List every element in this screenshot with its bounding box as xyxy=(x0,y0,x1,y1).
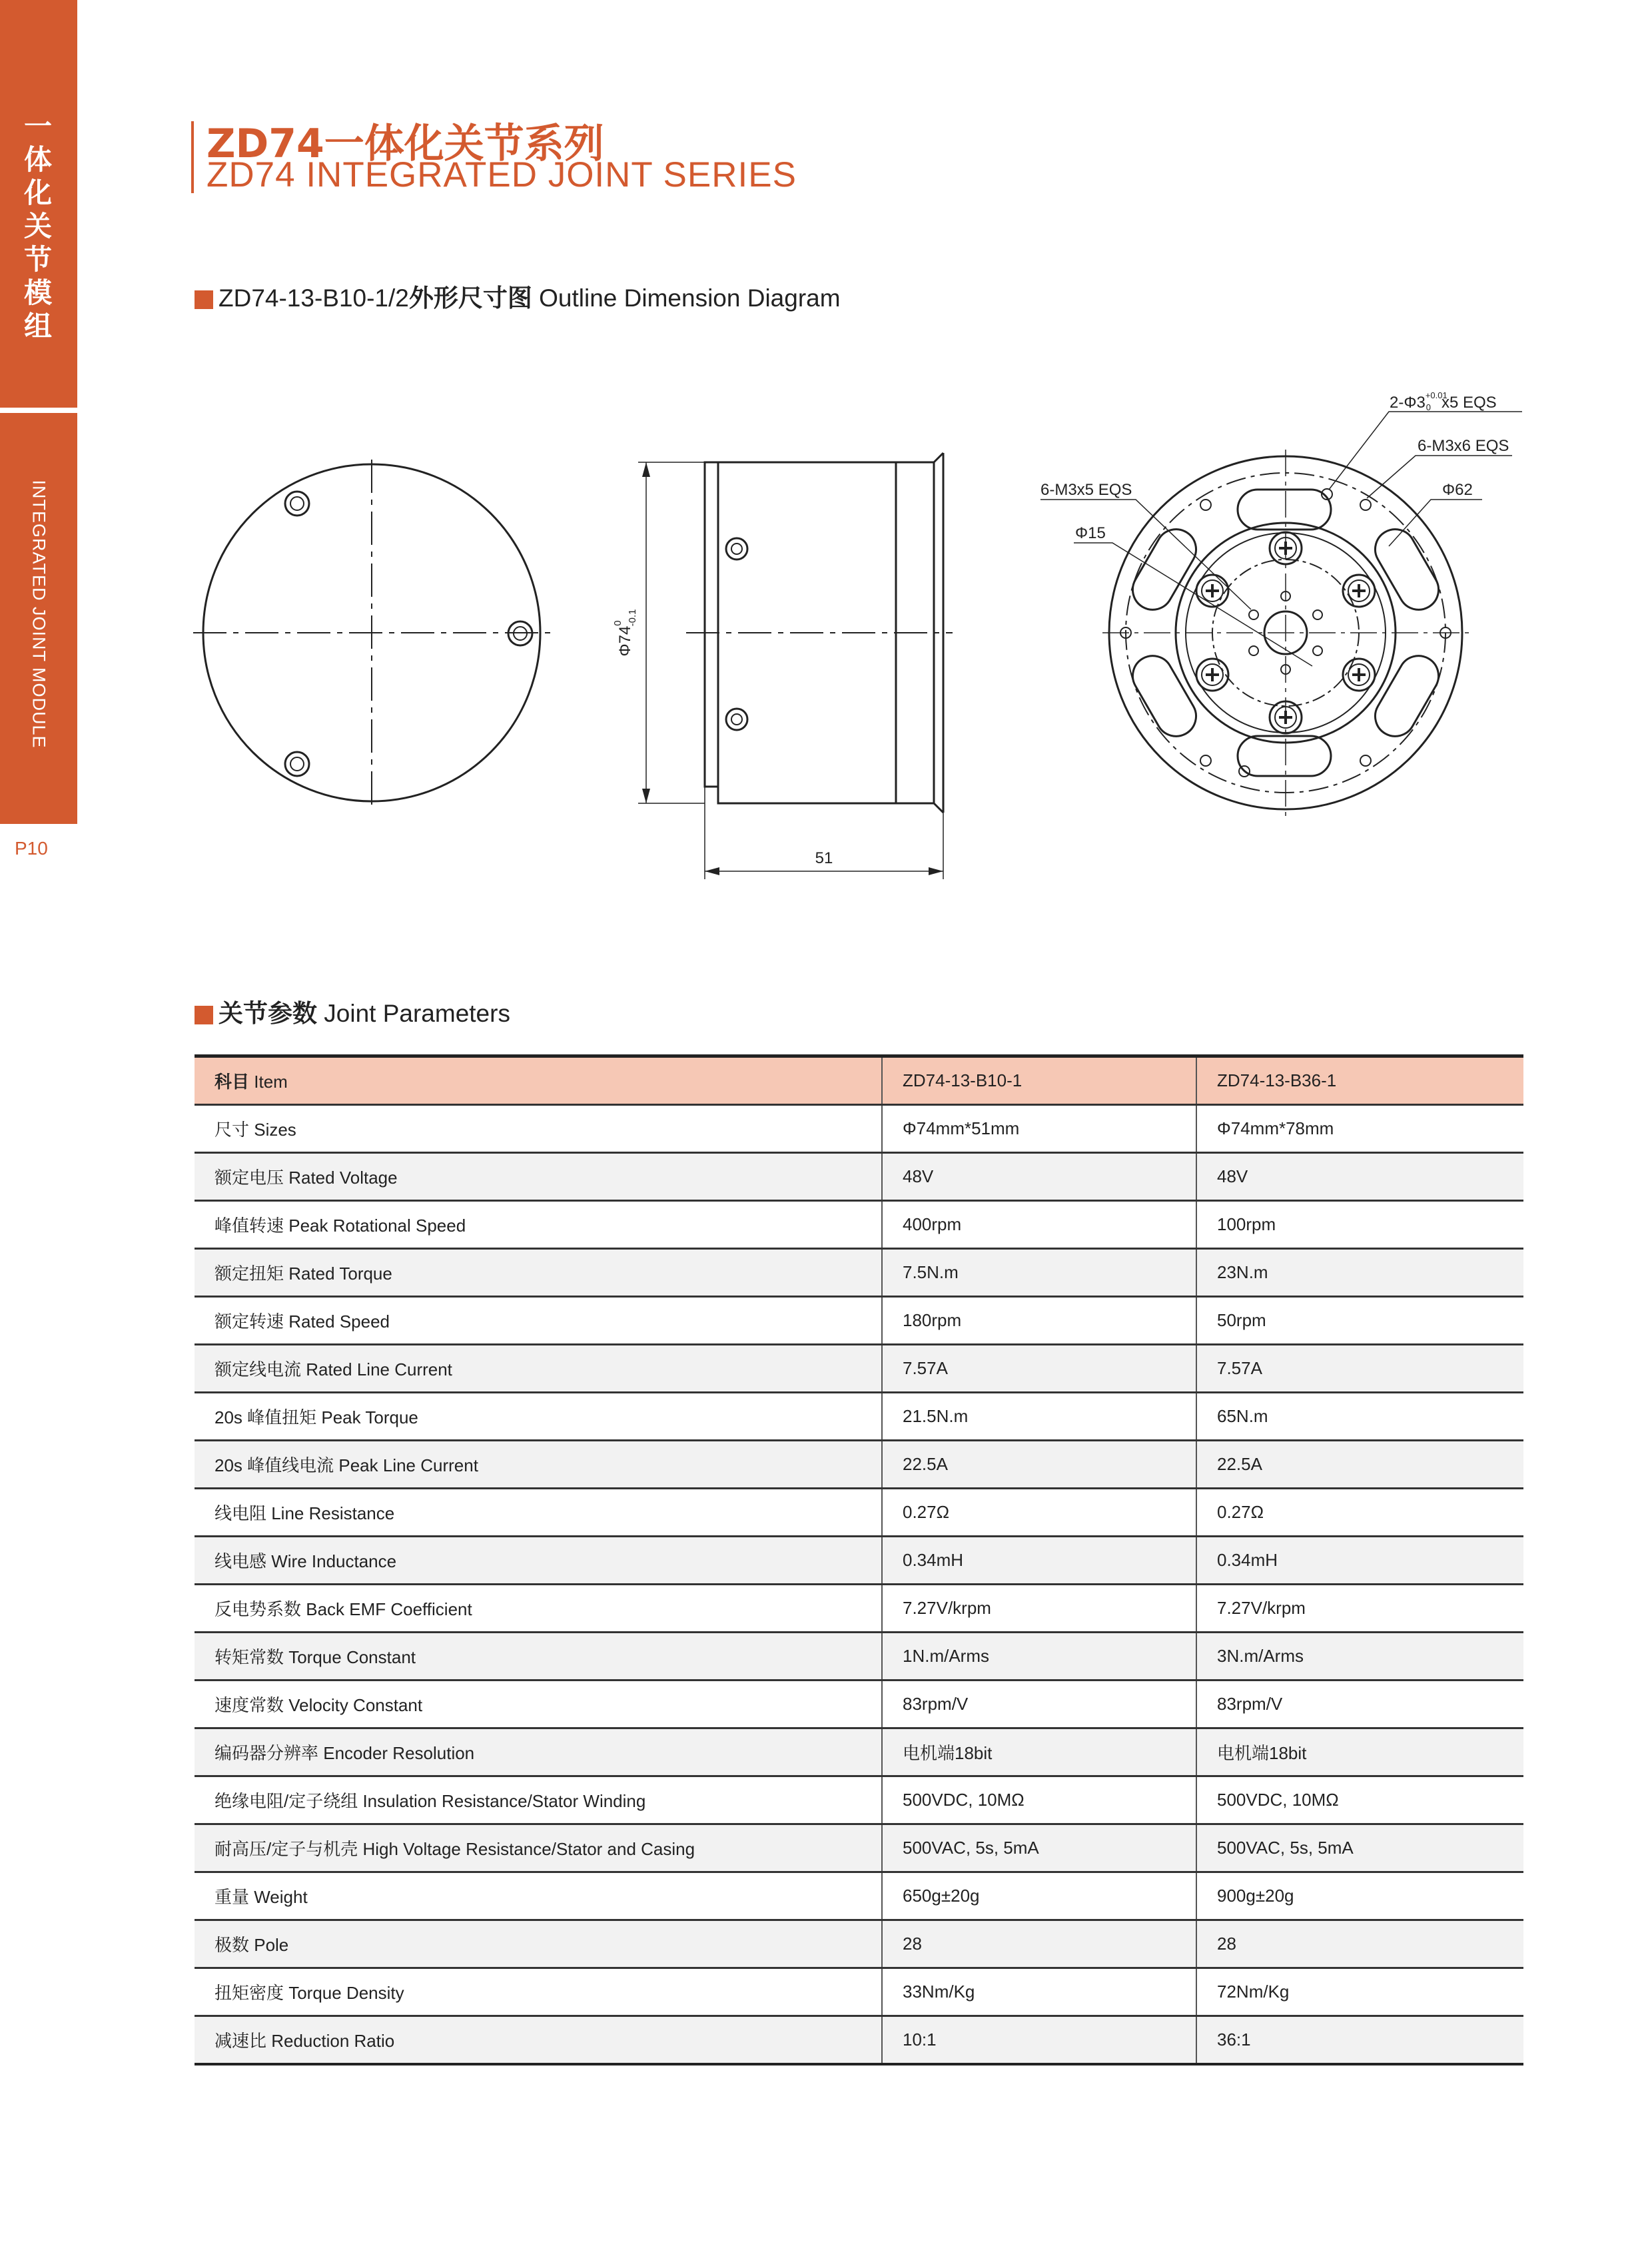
table-row xyxy=(195,1728,1523,1776)
outline-heading-cn: 外形尺寸图 xyxy=(408,284,532,312)
param-value-b: 900g±20g xyxy=(1196,1872,1523,1920)
table-row xyxy=(195,1968,1523,2016)
side-view xyxy=(638,453,953,879)
table-row xyxy=(195,1105,1523,1153)
param-label: 反电势系数 Back EMF Coefficient xyxy=(195,1585,882,1633)
header-item: 科目 Item xyxy=(195,1056,882,1105)
dim-diameter-label: $\Phi 74^0$ -0.1 xyxy=(612,609,638,657)
param-value-b: 22.5A xyxy=(1196,1441,1523,1489)
param-value-b: 36:1 xyxy=(1196,2016,1523,2065)
dim-dia-arrow-bottom xyxy=(642,789,650,803)
table-row xyxy=(195,1681,1523,1728)
outline-heading-model: ZD74-13-B10-1/2 xyxy=(218,284,409,312)
param-value-a: 7.5N.m xyxy=(882,1249,1196,1297)
dim-pin-holes-label: $2-\Phi 3^{+0.01}$ 0 x5 EQS xyxy=(1390,390,1497,412)
param-value-b: 500VAC, 5s, 5mA xyxy=(1196,1824,1523,1872)
param-value-a: 83rpm/V xyxy=(882,1681,1196,1728)
page-title-en: ZD74 INTEGRATED JOINT SERIES xyxy=(206,155,797,194)
table-row xyxy=(195,1153,1523,1201)
param-value-a: 28 xyxy=(882,1920,1196,1968)
params-heading-en: Joint Parameters xyxy=(324,1000,510,1027)
table-row xyxy=(195,1872,1523,1920)
side-flange-left xyxy=(705,462,718,787)
param-value-a: 0.27Ω xyxy=(882,1489,1196,1537)
param-label: 扭矩密度 Torque Density xyxy=(195,1968,882,2016)
rear-screw-6 xyxy=(1196,575,1228,607)
param-value-b: 3N.m/Arms xyxy=(1196,1633,1523,1681)
page-number: P10 xyxy=(15,838,48,859)
param-value-a: 650g±20g xyxy=(882,1872,1196,1920)
param-value-b: 7.57A xyxy=(1196,1345,1523,1393)
side-screw-lower xyxy=(726,709,747,730)
param-label: 峰值转速 Peak Rotational Speed xyxy=(195,1201,882,1249)
param-label: 极数 Pole xyxy=(195,1920,882,1968)
table-row xyxy=(195,2016,1523,2065)
param-value-a: 22.5A xyxy=(882,1441,1196,1489)
dim-dia-arrow-top xyxy=(642,462,650,477)
param-label: 20s 峰值线电流 Peak Line Current xyxy=(195,1441,882,1489)
param-label: 速度常数 Velocity Constant xyxy=(195,1681,882,1728)
leader-m3x6 xyxy=(1367,456,1512,498)
params-heading-cn: 关节参数 xyxy=(218,999,317,1028)
param-value-a: 电机端18bit xyxy=(882,1728,1196,1776)
section-marker-square xyxy=(195,1006,213,1024)
param-value-b: 0.27Ω xyxy=(1196,1489,1523,1537)
table-row xyxy=(195,1824,1523,1872)
param-label: 额定扭矩 Rated Torque xyxy=(195,1249,882,1297)
param-label: 额定转速 Rated Speed xyxy=(195,1297,882,1345)
param-label: 重量 Weight xyxy=(195,1872,882,1920)
param-value-a: 48V xyxy=(882,1153,1196,1201)
param-label: 额定电压 Rated Voltage xyxy=(195,1153,882,1201)
dim-phi15-label: Φ15 xyxy=(1075,524,1106,542)
rear-screw-1 xyxy=(1270,532,1302,564)
outline-dimension-diagram xyxy=(0,0,1652,933)
param-value-b: 100rpm xyxy=(1196,1201,1523,1249)
table-row xyxy=(195,1249,1523,1297)
side-tab-en-label: INTEGRATED JOINT MODULE xyxy=(29,480,49,749)
param-value-a: 400rpm xyxy=(882,1201,1196,1249)
header-model-b: ZD74-13-B36-1 xyxy=(1196,1056,1523,1105)
table-row xyxy=(195,1633,1523,1681)
table-header-row xyxy=(195,1056,1523,1105)
param-label: 转矩常数 Torque Constant xyxy=(195,1633,882,1681)
param-value-b: 28 xyxy=(1196,1920,1523,1968)
param-value-b: 65N.m xyxy=(1196,1393,1523,1441)
dim-m3x5-label: 6-M3x5 EQS xyxy=(1040,481,1132,499)
param-value-b: 500VDC, 10MΩ xyxy=(1196,1776,1523,1824)
side-screw-upper xyxy=(726,538,747,560)
table-row xyxy=(195,1776,1523,1824)
param-label: 线电阻 Line Resistance xyxy=(195,1489,882,1537)
front-screw-1 xyxy=(285,492,309,516)
outline-heading-en: Outline Dimension Diagram xyxy=(539,284,841,312)
param-label: 绝缘电阻/定子绕组 Insulation Resistance/Stator Winding xyxy=(195,1776,882,1824)
param-value-a: 500VDC, 10MΩ xyxy=(882,1776,1196,1824)
front-view xyxy=(193,460,553,806)
table-row xyxy=(195,1441,1523,1489)
param-value-a: 1N.m/Arms xyxy=(882,1633,1196,1681)
rear-screw-2 xyxy=(1343,575,1375,607)
param-label: 线电感 Wire Inductance xyxy=(195,1537,882,1585)
param-label: 编码器分辨率 Encoder Resolution xyxy=(195,1728,882,1776)
joint-parameters-table xyxy=(195,1054,1523,2065)
param-label: 额定线电流 Rated Line Current xyxy=(195,1345,882,1393)
param-value-a: 500VAC, 5s, 5mA xyxy=(882,1824,1196,1872)
rear-screw-3 xyxy=(1343,659,1375,691)
dim-len-arrow-left xyxy=(705,867,719,875)
param-value-a: Φ74mm*51mm xyxy=(882,1105,1196,1153)
param-value-a: 180rpm xyxy=(882,1297,1196,1345)
table-row xyxy=(195,1537,1523,1585)
param-value-b: 23N.m xyxy=(1196,1249,1523,1297)
param-value-a: 7.57A xyxy=(882,1345,1196,1393)
front-screw-3 xyxy=(285,752,309,776)
side-cap-chamfer-bottom xyxy=(934,803,943,813)
params-section-heading xyxy=(195,993,510,1029)
table-row xyxy=(195,1920,1523,1968)
dim-length-label: 51 xyxy=(815,849,833,867)
param-value-b: 83rpm/V xyxy=(1196,1681,1523,1728)
param-value-b: Φ74mm*78mm xyxy=(1196,1105,1523,1153)
param-label: 耐高压/定子与机壳 High Voltage Resistance/Stator and Casing xyxy=(195,1824,882,1872)
param-value-a: 33Nm/Kg xyxy=(882,1968,1196,2016)
param-label: 减速比 Reduction Ratio xyxy=(195,2016,882,2065)
side-cap-chamfer-top xyxy=(934,453,943,462)
side-tab-cn-label: 一体化关节模组 xyxy=(24,110,53,342)
table-row xyxy=(195,1393,1523,1441)
dim-m3x6-label: 6-M3x6 EQS xyxy=(1418,437,1509,455)
header-model-a: ZD74-13-B10-1 xyxy=(882,1056,1196,1105)
dim-len-arrow-right xyxy=(929,867,943,875)
param-label: 尺寸 Sizes xyxy=(195,1105,882,1153)
param-value-a: 7.27V/krpm xyxy=(882,1585,1196,1633)
param-value-b: 0.34mH xyxy=(1196,1537,1523,1585)
param-value-a: 10:1 xyxy=(882,2016,1196,2065)
param-value-b: 48V xyxy=(1196,1153,1523,1201)
param-value-b: 7.27V/krpm xyxy=(1196,1585,1523,1633)
table-row xyxy=(195,1297,1523,1345)
param-value-b: 电机端18bit xyxy=(1196,1728,1523,1776)
param-label: 20s 峰值扭矩 Peak Torque xyxy=(195,1393,882,1441)
table-row xyxy=(195,1201,1523,1249)
rear-screw-4 xyxy=(1270,701,1302,733)
rear-view xyxy=(1040,412,1522,816)
leader-m3x5 xyxy=(1040,500,1251,609)
param-value-b: 50rpm xyxy=(1196,1297,1523,1345)
param-value-a: 0.34mH xyxy=(882,1537,1196,1585)
table-row xyxy=(195,1345,1523,1393)
table-row xyxy=(195,1585,1523,1633)
rear-screw-5 xyxy=(1196,659,1228,691)
param-value-a: 21.5N.m xyxy=(882,1393,1196,1441)
table-row xyxy=(195,1489,1523,1537)
dim-phi62-label: Φ62 xyxy=(1442,481,1473,499)
param-value-b: 72Nm/Kg xyxy=(1196,1968,1523,2016)
page-title-cn: ZD74一体化关节系列 xyxy=(206,121,604,167)
